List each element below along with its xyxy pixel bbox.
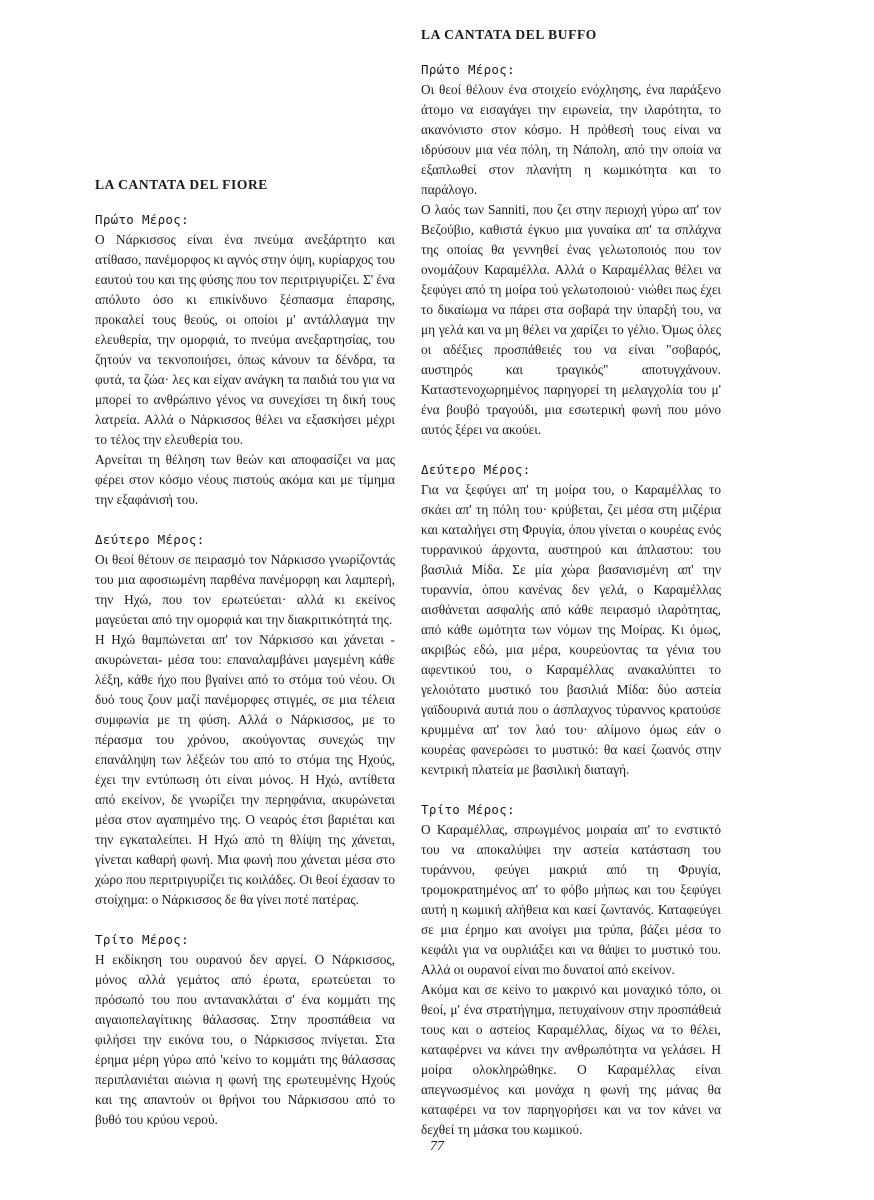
section-heading: Πρώτο Μέρος: [421,62,515,77]
paragraph: Οι θεοί θέλουν ένα στοιχείο ενόχλησης, ένα παράξενο άτομο να εισαγάγει την ειρωνεία, την ιλαρότητα, το ακανόνιστο στον κόσμο. Η πρόθεσή τους είναι να ιδρύσουν μια νέα πόλη, τη Νάπολη, από την οποία να εξαπλωθεί στον πλανήτη η κωμικότητα και το παράλογο. [421,82,721,197]
left-section-3 [95,930,395,1130]
paragraph: Για να ξεφύγει απ' τη μοίρα του, ο Καραμέλλας το σκάει απ' τη πόλη του· κρύβεται, ζει μέσα στη μιζέρια και καταλήγει στη Φρυγία, όπου γίνεται ο κουρέας ενός τυρρανικού άρχοντα, αυστηρού και άπλαστου: του βασιλιά Μίδα. Σε μία χώρα βασανισμένη απ' την τυραννία, όπου κανένας δεν γελά, ο Καραμέλλας αισθάνεται ασφαλής από κάθε πειρασμό ιλαρότητας, από κάθε ωμότητα των νόμων της Μοίρας. Κι όμως, ακριβώς εδώ, μια μέρα, κουρεύοντας τα γένια του αφεντικού του, ο Καραμέλλας ανακαλύπτει το γελοιότατο μυστικό του βασιλιά Μίδα: δύο αστεία γαϊδουρινά αυτιά που ο άσπλαχνος τύραννος κρατούσε κρυμμένα απ' τον λαό του· αλίμονο όμως εάν ο κουρέας φανερώσει το μυστικό: θα καεί ζωανός στην κεντρική πλατεία με βασιλική διαταγή. [421,482,721,777]
section-heading: Δεύτερο Μέρος: [421,462,531,477]
right-column-title: LA CANTATA DEL BUFFO [421,27,597,42]
left-column [95,175,395,1150]
right-section-2 [421,460,721,780]
page-number: 77 [430,1139,444,1154]
section-heading: Τρίτο Μέρος: [421,802,515,817]
paragraph: Αρνείται τη θέληση των θεών και αποφασίζει να μας φέρει στον κόσμο νέους πιστούς ακόμα και με τίμημα την εξαφάνισή του. [95,452,395,507]
paragraph: Η Ηχώ θαμπώνεται απ' τον Νάρκισσο και χάνεται - ακυρώνεται- μέσα του: επαναλαμβάνει μαγεμένη κάθε λέξη, κάθε ήχο που βγαίνει από το στόμα τού νέου. Οι δυό τους ζουν μαζί πανέμορφες στιγμές, σε μια τέλεια συμφωνία με τη φύση. Αλλά ο Νάρκισσος, με το πέρασμα του χρόνου, ακούγοντας συνεχώς την επανάληψη των λέξεών του από το στόμα της Ηχούς, έχει την εντύπωση ότι είναι μόνος. Η Ηχώ, αντίθετα από εκείνον, δε γνωρίζει την περηφάνια, ακυρώνεται μέσα στον αγαπημένο της. Ο νεαρός έτσι βαριέται και την εγκαταλείπει. Η Ηχώ από τη θλίψη της χάνεται, γίνεται καθαρή φωνή. Μια φωνή που χάνεται μέσα στο χώρο που περιτριγυρίζει τις κοιλάδες. Οι θεοί έχασαν το στοίχημα: ο Νάρκισσος δε θα γίνει ποτέ πατέρας. [95,632,395,907]
section-heading: Τρίτο Μέρος: [95,932,189,947]
paragraph: Ο Καραμέλλας, σπρωγμένος μοιραία απ' το ενστικτό του να αποκαλύψει την αστεία κατάσταση του τυράννου, φεύγει μακριά από τη Φρυγία, τρομοκρατημένος απ' το φόβο μήπως και του ξεφύγει αυτή η κωμική αλήθεια και καεί ζωντανός. Καταφεύγει σε μια έρημο και ανοίγει μια τρύπα, βάζει μέσα το κεφάλι για να ουρλιάξει και να θάψει το μυστικό του. Αλλά οι ουρανοί είναι πιο δυνατοί από εκείνον. [421,822,721,977]
right-section-3 [421,800,721,1140]
paragraph: Οι θεοί θέτουν σε πειρασμό τον Νάρκισσο γνωρίζοντάς του μια αφοσιωμένη παρθένα πανέμορφη και λαμπερή, την Ηχώ, που τον ερωτεύεται· αλλά κι εκείνος μαγεύεται από την ομορφιά και την διακριτικότητά της. [95,552,395,627]
right-section-1 [421,60,721,440]
paragraph: Η εκδίκηση του ουρανού δεν αργεί. Ο Νάρκισσος, μόνος αλλά γεμάτος από έρωτα, ερωτεύεται το πρόσωπό του που αντανακλάται σ' ένα κομμάτι της αιγαιοπελαγίτικης θάλασσας. Στην προσπάθεια να φιλήσει την εικόνα του, ο Νάρκισσος πνίγεται. Στα έρημα μέρη γύρω από 'κείνο το κομμάτι της θάλασσας περιπλανιέται αιώνια η φωνή της ερωτευμένης Ηχούς και της απαντούν οι θρήνοι του Νάρκισσου από το βυθό του κρύου νερού. [95,952,395,1127]
paragraph: Ο λαός των Sanniti, που ζει στην περιοχή γύρω απ' τον Βεζούβιο, καθιστά έγκυο μια γυναίκα απ' τα σπλάχνα της οποίας θα γεννηθεί ένας γελωτοποιός που τον ονομάζουν Καραμέλλα. Αλλά ο Καραμέλλας θέλει να ξεφύγει από τη μοίρα τού γελωτοποιού· νιώθει πως έχει το δικαίωμα να πάρει στα σοβαρά την ύπαρξή του, να μη γελά και να μη θέλει να χαρίζει το γέλιο. Όμως όλες οι αδέξιες προσπάθειές του να είναι "σοβαρός, αυστηρός και τραγικός" αποτυγχάνουν. Καταστενοχωρημένος παρηγορεί τη μελαγχολία του μ' ένα βουβό τραγούδι, μια εσωτερική φωνή που μόνο αυτός ξέρει να ακούει. [421,202,721,437]
left-section-2 [95,530,395,910]
paragraph: Ακόμα και σε κείνο το μακρινό και μοναχικό τόπο, οι θεοί, μ' ένα στρατήγημα, πετυχαίνουν στην προσπάθειά τους και ο αστείος Καραμέλλας, δίχως να το θέλει, καταφέρνει να κάνει την ανθρωπότητα να γελάσει. Η μοίρα ολοκληρώθηκε. Ο Καραμέλλας είναι απεγνωσμένος και μονάχα η φωνή της μάνας θα καταφέρει να τον παρηγορήσει και να τον κάνει να δεχθεί τη μάσκα του κωμικού. [421,982,721,1137]
right-column [421,25,721,1160]
section-heading: Πρώτο Μέρος: [95,212,189,227]
left-column-title: LA CANTATA DEL FIORE [95,177,268,192]
left-section-1 [95,210,395,510]
paragraph: Ο Νάρκισσος είναι ένα πνεύμα ανεξάρτητο και ατίθασο, πανέμορφος κι αγνός στην όψη, κυρίαρχος του εαυτού του και της φύσης που τον περιτριγυρίζει. Σ' ένα απόλυτο όσο κι επικίνδυνο ξέσπασμα έπαρσης, προκαλεί τους θεούς, οι οποίοι μ' αντάλλαγμα την ελευθερία, την ομορφιά, το πνεύμα ανεξαρτησίας, του ζητούν να τεκνοποιήσει, όπως κάνουν τα δένδρα, τα φυτά, τα ζώα· λες και είχαν ανάγκη τα παιδιά του για να μπορεί το ανθρώπινο γένος να συνεχίσει τη δική τους λατρεία. Αλλά ο Νάρκισσος θέλει να εξασκήσει μέχρι το τέλος την ελευθερία του. [95,232,395,447]
section-heading: Δεύτερο Μέρος: [95,532,205,547]
